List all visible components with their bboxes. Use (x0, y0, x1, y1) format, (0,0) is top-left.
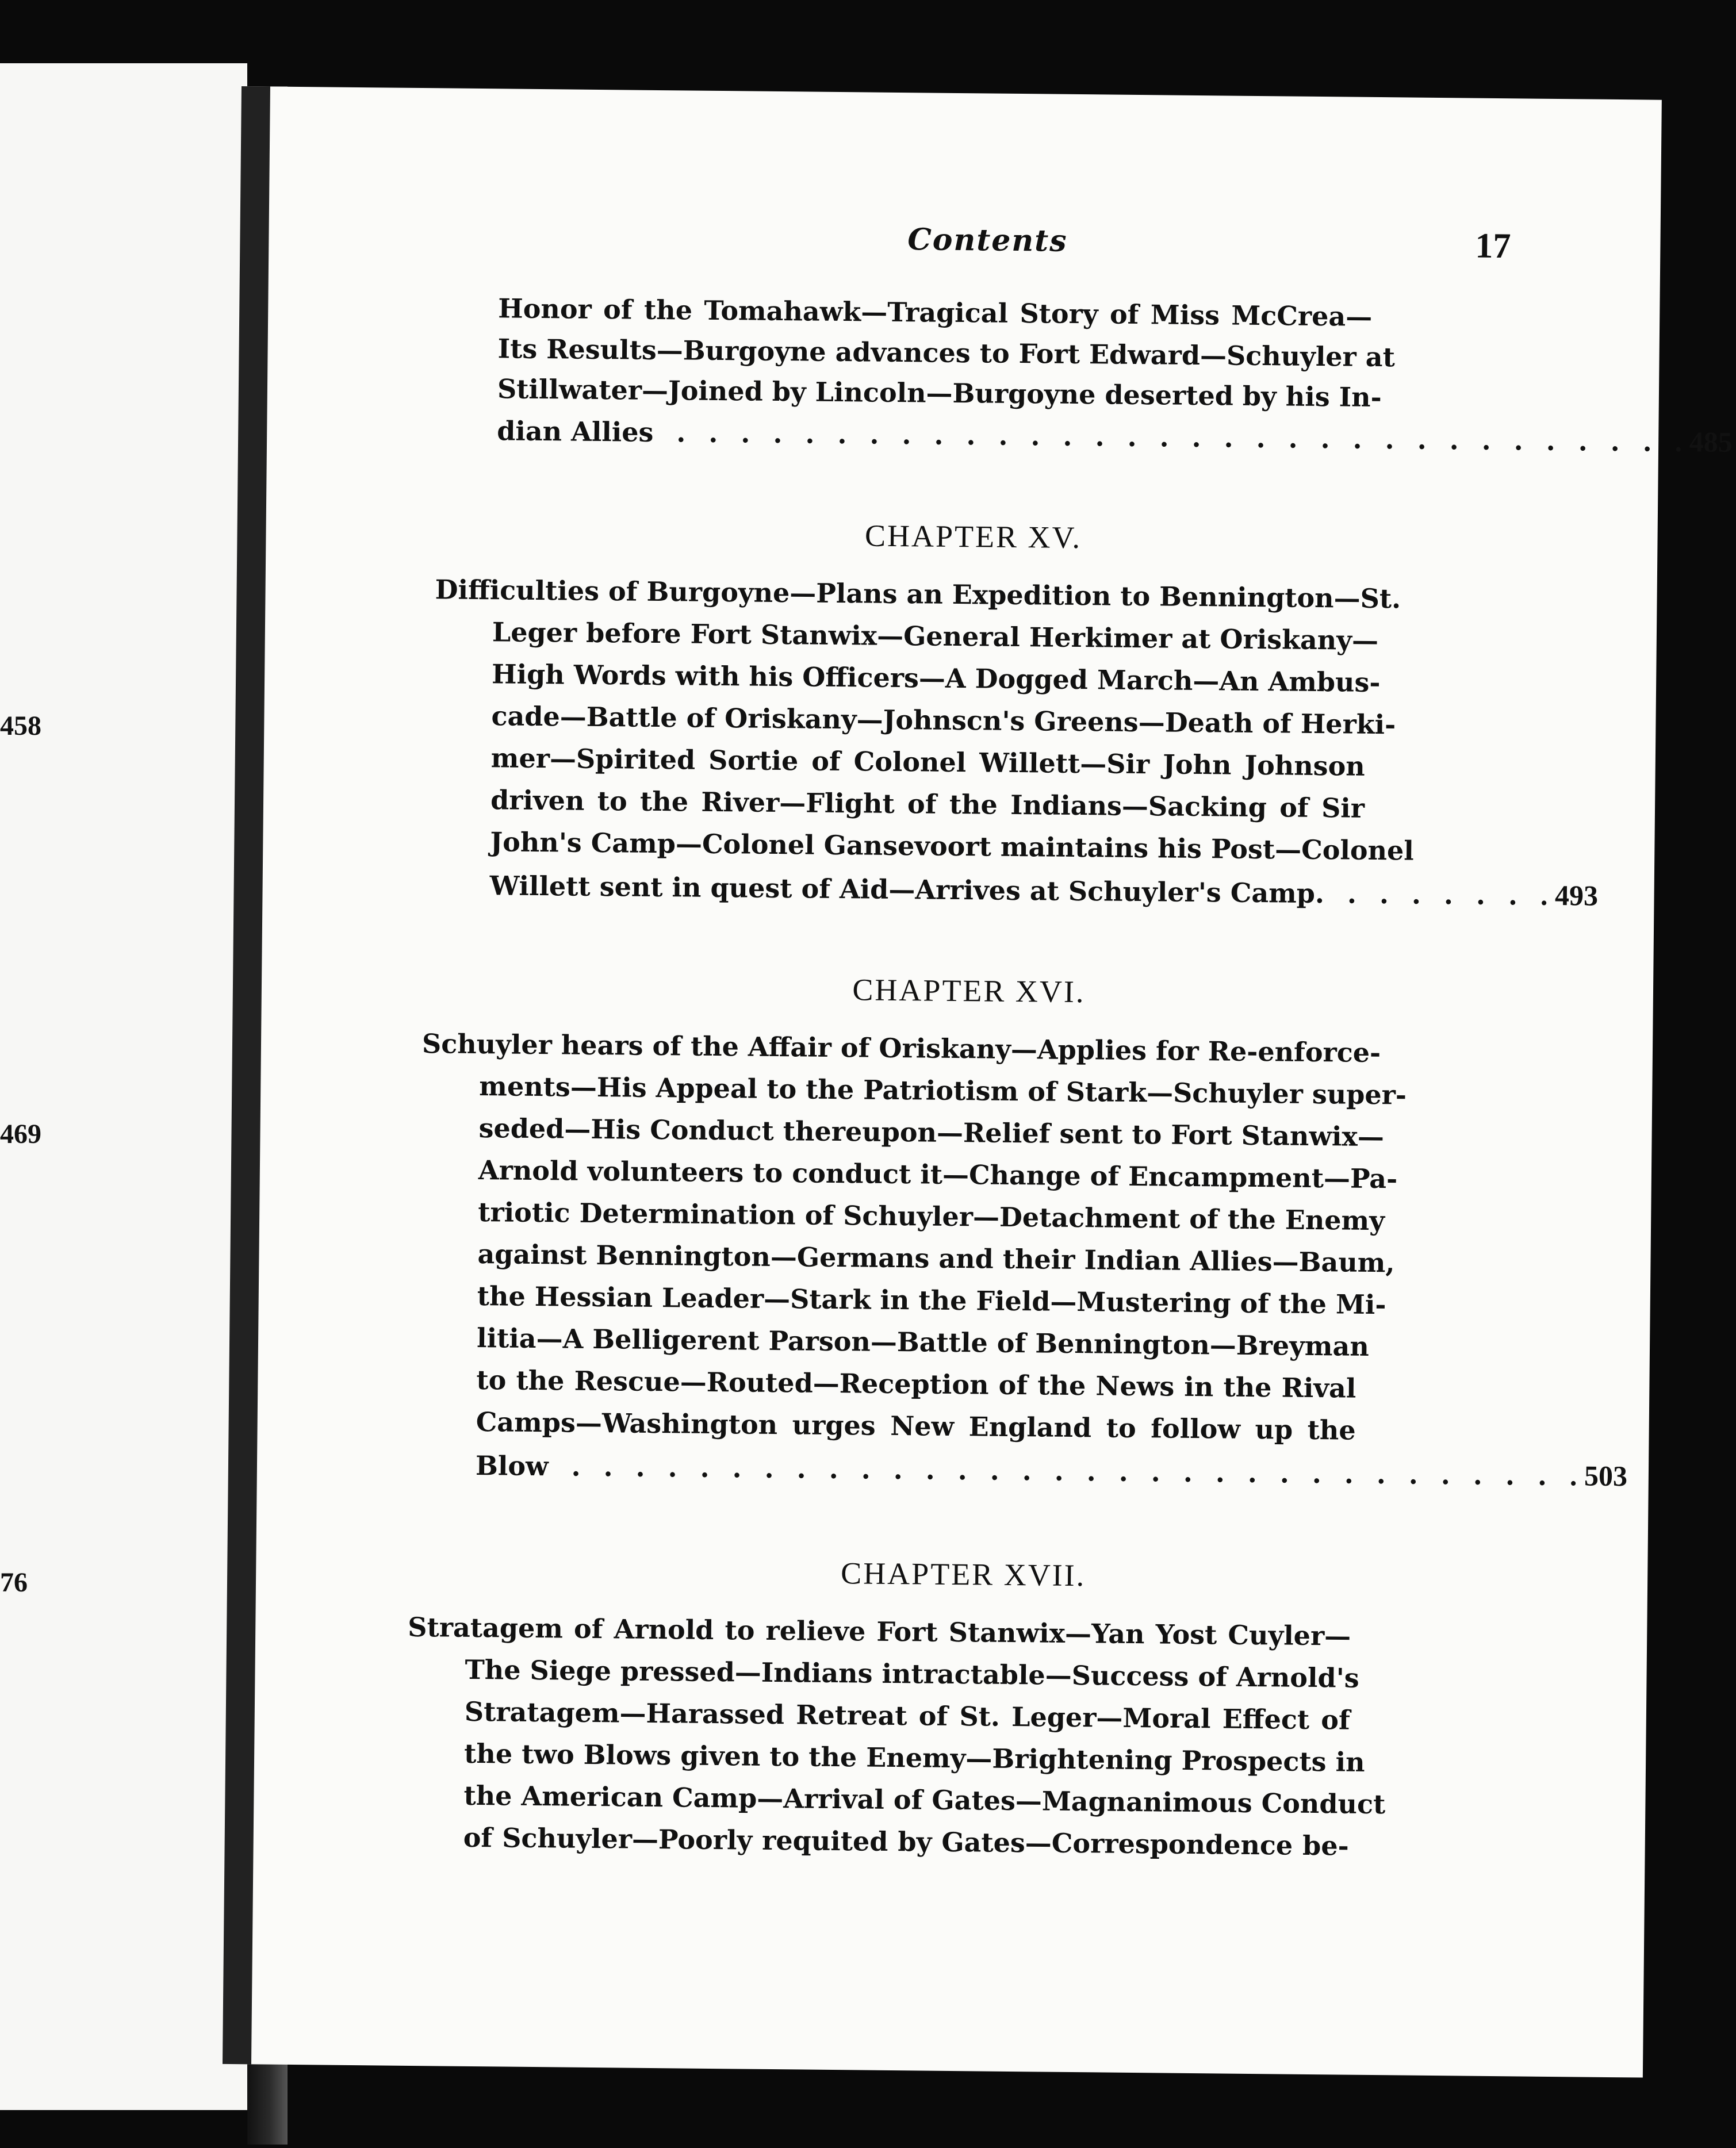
toc-line: the two Blows given to the Enemy—Brightening Prospects in (463, 1737, 1365, 1778)
toc-line: High Words with his Officers—A Dogged March—An Ambus- (491, 658, 1381, 699)
toc-line: Its Results—Burgoyne advances to Fort Edward—Schuyler at (497, 333, 1396, 373)
toc-last-line (497, 413, 1733, 458)
toc-last-line (489, 868, 1599, 912)
toc-line: the Hessian Leader—Stark in the Field—Mustering of the Mi- (477, 1280, 1386, 1321)
book-page (223, 86, 1733, 2078)
toc-page-ref: . 493 (1540, 879, 1599, 912)
dot-leader: ............................... (571, 1451, 1570, 1492)
toc-line: cade—Battle of Oriskany—Johnscn's Greens—Death of Herki- (491, 700, 1396, 741)
toc-line: Blow (475, 1450, 549, 1482)
toc-line: ments—His Appeal to the Patriotism of Stark—Schuyler super- (479, 1071, 1407, 1111)
toc-line: Leger before Fort Stanwix—General Herkimer at Oriskany— (492, 616, 1379, 657)
toc-line: Schuyler hears of the Affair of Oriskany—Applies for Re-enforce- (421, 1028, 1381, 1069)
toc-line: Stratagem—Harassed Retreat of St. Leger—Moral Effect of (464, 1696, 1351, 1736)
chapter-title: CHAPTER XVII. (840, 1556, 1086, 1593)
chapter-title: CHAPTER XVI. (852, 972, 1086, 1010)
dot-leader: ...... (1347, 878, 1541, 911)
running-head: Contents (907, 222, 1068, 259)
toc-line: litia—A Belligerent Parson—Battle of Bennington—Breyman (476, 1322, 1370, 1362)
facing-page (0, 63, 247, 2110)
toc-line: dian Allies (497, 415, 654, 448)
dot-leader: ............................... (676, 417, 1676, 458)
toc-line: Stillwater—Joined by Lincoln—Burgoyne deserted by his In- (497, 373, 1382, 413)
toc-line: seded—His Conduct thereupon—Relief sent to Fort Stanwix— (478, 1113, 1385, 1153)
page-number: 17 (1475, 226, 1511, 266)
toc-page-ref: . 503 (1569, 1459, 1628, 1493)
toc-line: mer—Spirited Sortie of Colonel Willett—Sir John Johnson (490, 742, 1365, 782)
facing-page-number: 469 (0, 1119, 41, 1149)
facing-page-number: 458 (0, 711, 41, 741)
toc-line: Honor of the Tomahawk—Tragical Story of Miss McCrea— (498, 293, 1373, 332)
toc-line: Willett sent in quest of Aid—Arrives at Schuyler's Camp. (489, 870, 1325, 910)
toc-line: Difficulties of Burgoyne—Plans an Expedition to Bennington—St. (435, 574, 1401, 615)
toc-line: of Schuyler—Poorly requited by Gates—Correspondence be- (463, 1821, 1349, 1862)
toc-line: Arnold volunteers to conduct it—Change of Encampment—Pa- (478, 1154, 1398, 1195)
chapter-title: CHAPTER XV. (864, 518, 1082, 555)
toc-line: driven to the River—Flight of the Indians—Sacking of Sir (490, 784, 1365, 824)
toc-line: against Bennington—Germans and their Indian Allies—Baum, (477, 1238, 1395, 1279)
toc-line: to the Rescue—Routed—Reception of the News in the Rival (476, 1364, 1356, 1404)
toc-line: The Siege pressed—Indians intractable—Success of Arnold's (465, 1654, 1359, 1694)
facing-page-number: 76 (0, 1567, 28, 1598)
toc-line: the American Camp—Arrival of Gates—Magnanimous Conduct (463, 1779, 1386, 1820)
toc-line: Camps—Washington urges New England to follow up the (476, 1406, 1356, 1446)
toc-line: John's Camp—Colonel Gansevoort maintains his Post—Colonel (490, 826, 1415, 866)
toc-line: triotic Determination of Schuyler—Detachment of the Enemy (477, 1196, 1385, 1237)
toc-last-line (475, 1448, 1628, 1493)
toc-page-ref: . 485 (1674, 425, 1733, 458)
toc-line: Stratagem of Arnold to relieve Fort Stanwix—Yan Yost Cuyler— (408, 1611, 1351, 1652)
